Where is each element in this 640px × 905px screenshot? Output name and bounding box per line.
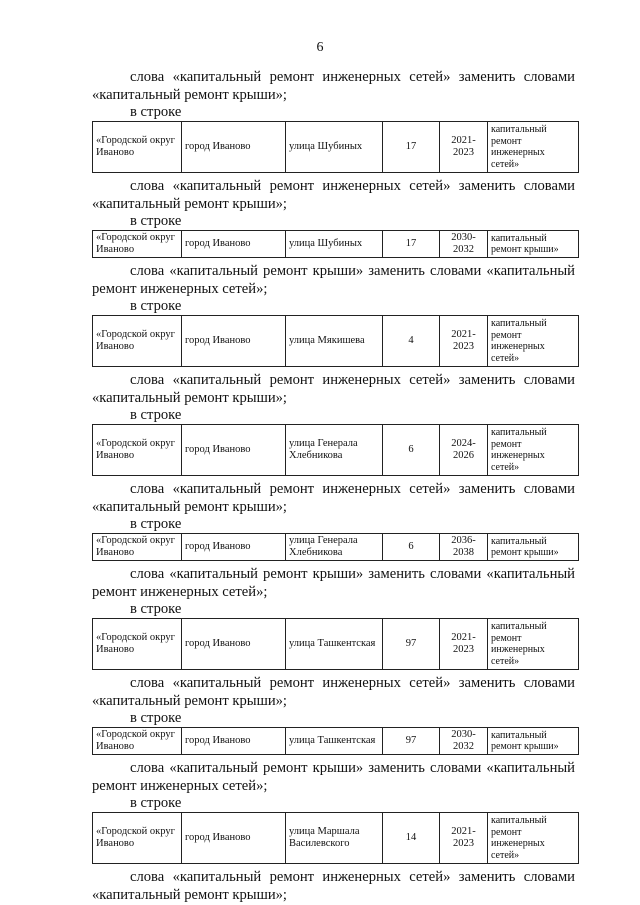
document-body [92,68,575,904]
cell-municipality: «Городской округ Иваново [93,619,182,670]
table-row [93,231,579,258]
cell-house-number: 17 [383,231,440,258]
cell-municipality: «Городской округ Иваново [93,728,182,755]
cell-period: 2030-2032 [440,231,488,258]
table-row [93,122,579,173]
row-label: в строке [130,601,182,617]
cell-city: город Иваново [182,813,286,864]
cell-city: город Иваново [182,425,286,476]
cell-period: 2024-2026 [440,425,488,476]
address-table [92,812,579,864]
table-row [93,534,579,561]
table-row [93,316,579,367]
cell-street: улица Мякишева [286,316,383,367]
address-table [92,230,579,258]
cell-work-type: капитальный ремонт инженерных сетей» [488,813,579,864]
cell-period: 2036-2038 [440,534,488,561]
cell-work-type: капитальный ремонт инженерных сетей» [488,619,579,670]
cell-house-number: 97 [383,619,440,670]
amendment-text: слова «капитальный ремонт инженерных сетей» заменить словами «капитальный ремонт крыши»; [92,481,575,515]
address-table [92,533,579,561]
cell-period: 2021-2023 [440,813,488,864]
cell-street: улица Генерала Хлебникова [286,534,383,561]
table-row [93,425,579,476]
row-label: в строке [130,407,182,423]
row-label: в строке [130,795,182,811]
cell-street: улица Маршала Василевского [286,813,383,864]
row-label: в строке [130,213,182,229]
cell-house-number: 97 [383,728,440,755]
cell-municipality: «Городской округ Иваново [93,122,182,173]
table-row [93,813,579,864]
cell-city: город Иваново [182,231,286,258]
row-label: в строке [130,298,182,314]
cell-house-number: 6 [383,534,440,561]
table-row [93,619,579,670]
row-label: в строке [130,516,182,532]
cell-city: город Иваново [182,728,286,755]
cell-municipality: «Городской округ Иваново [93,425,182,476]
amendment-text: слова «капитальный ремонт инженерных сетей» заменить словами «капитальный ремонт крыши»; [92,178,575,212]
cell-street: улица Шубиных [286,122,383,173]
amendment-text: слова «капитальный ремонт инженерных сетей» заменить словами «капитальный ремонт крыши»; [92,675,575,709]
cell-work-type: капитальный ремонт крыши» [488,231,579,258]
cell-work-type: капитальный ремонт крыши» [488,728,579,755]
amendment-text: слова «капитальный ремонт крыши» заменить словами «капитальный ремонт инженерных сетей»; [92,760,575,794]
cell-period: 2021-2023 [440,316,488,367]
amendment-text: слова «капитальный ремонт крыши» заменить словами «капитальный ремонт инженерных сетей»; [92,263,575,297]
row-label: в строке [130,104,182,120]
amendment-text: слова «капитальный ремонт инженерных сетей» заменить словами «капитальный ремонт крыши»; [92,69,575,103]
cell-house-number: 17 [383,122,440,173]
cell-period: 2030-2032 [440,728,488,755]
cell-house-number: 4 [383,316,440,367]
address-table [92,618,579,670]
cell-city: город Иваново [182,122,286,173]
amendment-text: слова «капитальный ремонт крыши» заменить словами «капитальный ремонт инженерных сетей»; [92,566,575,600]
cell-municipality: «Городской округ Иваново [93,231,182,258]
cell-municipality: «Городской округ Иваново [93,316,182,367]
page-number: 6 [316,40,324,55]
amendment-text: слова «капитальный ремонт инженерных сетей» заменить словами «капитальный ремонт крыши»; [92,869,575,903]
cell-street: улица Генерала Хлебникова [286,425,383,476]
cell-municipality: «Городской округ Иваново [93,534,182,561]
cell-house-number: 6 [383,425,440,476]
cell-city: город Иваново [182,316,286,367]
cell-period: 2021-2023 [440,122,488,173]
row-label: в строке [130,710,182,726]
cell-city: город Иваново [182,619,286,670]
address-table [92,727,579,755]
cell-municipality: «Городской округ Иваново [93,813,182,864]
cell-street: улица Шубиных [286,231,383,258]
cell-work-type: капитальный ремонт инженерных сетей» [488,122,579,173]
cell-period: 2021-2023 [440,619,488,670]
cell-street: улица Ташкентская [286,619,383,670]
table-row [93,728,579,755]
cell-city: город Иваново [182,534,286,561]
address-table [92,315,579,367]
amendment-text: слова «капитальный ремонт инженерных сетей» заменить словами «капитальный ремонт крыши»; [92,372,575,406]
cell-work-type: капитальный ремонт крыши» [488,534,579,561]
cell-street: улица Ташкентская [286,728,383,755]
cell-house-number: 14 [383,813,440,864]
address-table [92,424,579,476]
address-table [92,121,579,173]
cell-work-type: капитальный ремонт инженерных сетей» [488,425,579,476]
cell-work-type: капитальный ремонт инженерных сетей» [488,316,579,367]
